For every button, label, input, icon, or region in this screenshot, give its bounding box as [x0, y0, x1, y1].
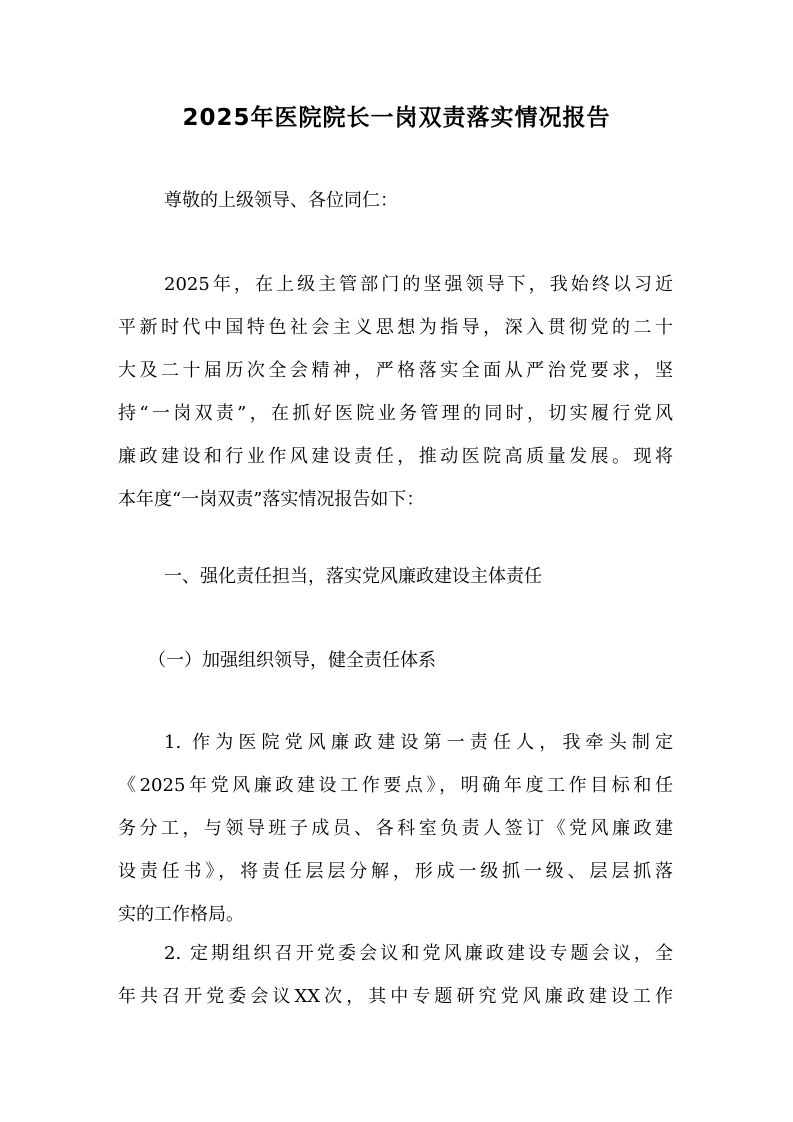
item-1-line: 务分工，与领导班子成员、各科室负责人签订《党风廉政建	[118, 818, 673, 839]
item-2-line: 年共召开党委会议XX次，其中专题研究党风廉政建设工作	[118, 986, 673, 1007]
salutation: 尊敬的上级领导、各位同仁：	[164, 190, 398, 211]
intro-line: 2025年，在上级主管部门的坚强领导下，我始终以习近	[164, 274, 673, 295]
intro-line: 本年度“一岗双责”落实情况报告如下：	[118, 489, 425, 510]
item-1-line: 实的工作格局。	[118, 904, 244, 925]
document-title: 2025年医院院长一岗双责落实情况报告	[182, 105, 611, 131]
item-1-line: 1. 作为医院党风廉政建设第一责任人，我牵头制定	[164, 732, 673, 753]
intro-line: 大及二十届历次全会精神，严格落实全面从严治党要求，坚	[118, 360, 673, 381]
item-2-line: 2. 定期组织召开党委会议和党风廉政建设专题会议，全	[164, 943, 673, 964]
intro-line: 平新时代中国特色社会主义思想为指导，深入贯彻党的二十	[118, 317, 673, 338]
intro-line: 廉政建设和行业作风建设责任，推动医院高质量发展。现将	[118, 446, 673, 467]
section-heading: 一、强化责任担当，落实党风廉政建设主体责任	[164, 566, 542, 587]
subsection-heading: （一）加强组织领导，健全责任体系	[148, 650, 436, 671]
intro-line: 持“一岗双责”，在抓好医院业务管理的同时，切实履行党风	[118, 403, 673, 424]
item-1-line: 《2025年党风廉政建设工作要点》，明确年度工作目标和任	[118, 775, 673, 796]
item-1-line: 设责任书》，将责任层层分解，形成一级抓一级、层层抓落	[118, 861, 673, 882]
